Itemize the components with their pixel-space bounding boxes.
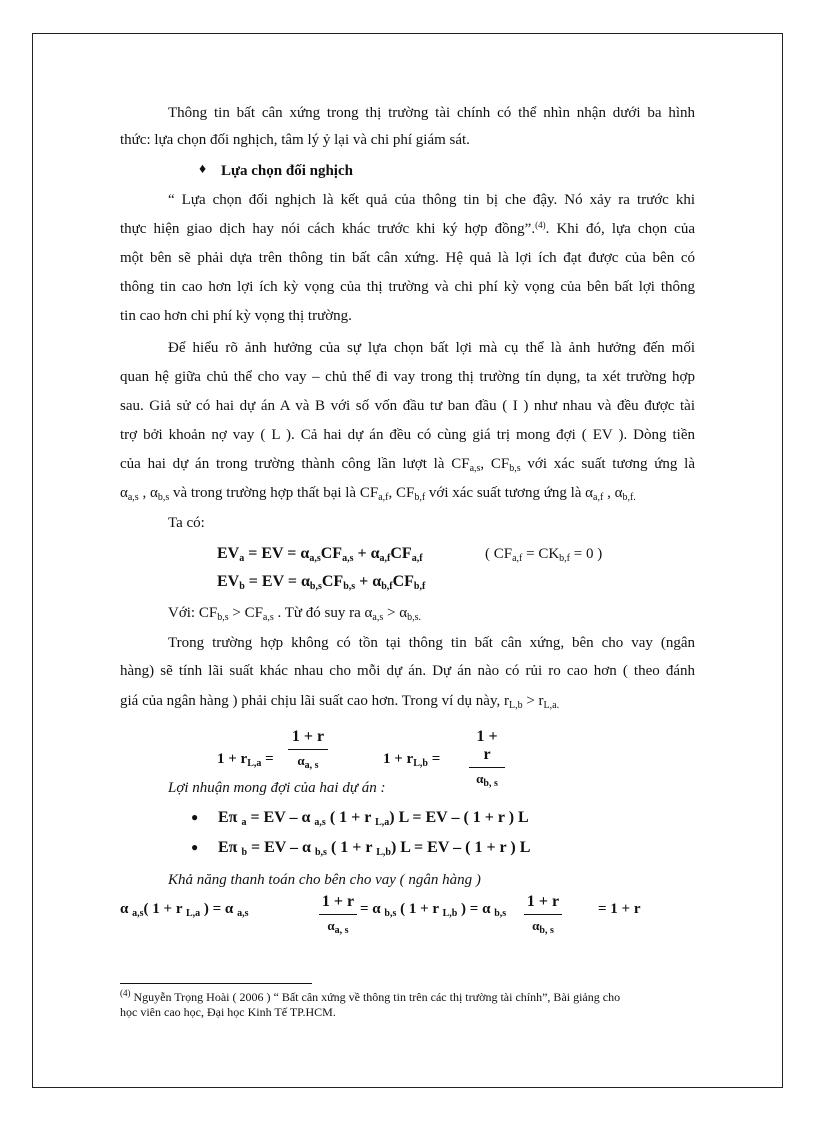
- p1-line-5: tin cao hơn chi phí kỳ vọng thị trường.: [120, 308, 352, 324]
- footnote-line-2: học viên cao học, Đại học Kinh Tế TP.HCM.: [120, 1005, 336, 1019]
- rate-a-lhs: $1 + r_{L,a}$ =: [217, 751, 274, 769]
- payment-fraction-b: [524, 893, 562, 934]
- p2-line-2: quan hệ giữa chủ thể cho vay – chủ thể đi vay trong thị trường tín dụng, ta xét trường hợp: [120, 369, 695, 385]
- p2-line-3: sau. Giả sử có hai dự án A và B với số vốn đầu tư ban đầu ( I ) như nhau và đều được tài: [120, 398, 695, 414]
- footnote-rule: [120, 983, 312, 984]
- profit-title: Lợi nhuận mong đợi của hai dự án :: [168, 780, 386, 796]
- p1-line-4: thông tin cao hơn lợi ích kỳ vọng của thị trường và chi phí kỳ vọng của bên bất lợi thông: [120, 279, 695, 295]
- equation-ev-b: $EV_b$ = EV = $\alpha_{b,s}CF_{b,s} + \alpha_{b,f}CF_{b,f}$: [217, 573, 426, 592]
- footnote-line-1: $^{(4)}$ Nguyễn Trọng Hoài ( 2006 ) “ Bất cân xứng về thông tin trên các thị trường tài chính”, Bài giảng cho: [120, 988, 621, 1004]
- p1-line-1: “ Lựa chọn đối nghịch là kết quả của thông tin bị che đậy. Nó xảy ra trước khi: [168, 192, 695, 208]
- payment-part-1: α $_{a,s}$( 1 + r $_{L,a}$ ) = α $_{a,s}$: [120, 901, 249, 919]
- diamond-bullet-icon: ♦: [199, 162, 207, 177]
- voi-line: Với: $CF_{b,s} > CF_{a,s}$ . Từ đó suy ra $\alpha_{a,s} > \alpha_{b,s.}$: [168, 605, 421, 623]
- profit-b: Eπ $_b$ = EV – α $_{b,s}$ ( 1 + r $_{L,b}$) L = EV – ( 1 + r ) L: [218, 839, 531, 858]
- p1-line-2: thực hiện giao dịch hay nói cách khác trước khi ký hợp đồng”.$^{(4)}$. Khi đó, lựa chọn của: [120, 220, 695, 237]
- section-heading: Lựa chọn đối nghịch: [221, 163, 353, 179]
- p2-line-5: của hai dự án trong trường thành công lần lượt là $CF_{a,s}$, $CF_{b,s}$ với xác suất tương ứng là: [120, 456, 695, 474]
- payment-numerator-a: 1 + r: [319, 893, 357, 915]
- intro-line-1: Thông tin bất cân xứng trong thị trường tài chính có thể nhìn nhận dưới ba hình: [168, 105, 695, 121]
- payment-numerator-b: 1 + r: [524, 893, 562, 915]
- p3-line-1: Trong trường hợp không có tồn tại thông tin bất cân xứng, bên cho vay (ngân: [168, 635, 695, 651]
- rate-b-denominator: $\alpha_{b, s}$: [476, 771, 498, 789]
- rate-a-numerator: 1 + r: [288, 728, 328, 750]
- equation-ev-a-note: ( $CF_{a,f} = CK_{b,f} = 0$ ): [485, 546, 603, 564]
- ta-co-label: Ta có:: [168, 515, 205, 531]
- rate-b-numerator: 1 + r: [469, 728, 505, 768]
- payment-part-3: = 1 + r: [598, 901, 641, 917]
- rate-a-denominator: $\alpha_{a, s}$: [297, 753, 319, 771]
- p1-line-3: một bên sẽ phải dựa trên thông tin bất cân xứng. Hệ quả là lợi ích đạt được của bên có: [120, 250, 695, 266]
- profit-a: Eπ $_a$ = EV – α $_{a,s}$ ( 1 + r $_{L,a}$) L = EV – ( 1 + r ) L: [218, 809, 529, 828]
- payment-fraction-a: [319, 893, 357, 934]
- p2-line-4: trợ bởi khoản nợ vay ( L ). Cả hai dự án đều có cùng giá trị mong đợi ( EV ). Dòng tiền: [120, 427, 695, 443]
- p2-line-6: $\alpha_{a,s}$ , $\alpha_{b,s}$ và trong trường hợp thất bại là $CF_{a,f}$, $CF_{b,f}$ với xác suất tương ứng là $\alpha_{a,f}$ , $\alpha_{b,f.}$: [120, 485, 636, 503]
- rate-a-fraction: [288, 728, 328, 769]
- p2-line-1: Để hiểu rõ ảnh hưởng của sự lựa chọn bất lợi mà cụ thể là ảnh hưởng đến mối: [168, 340, 695, 356]
- intro-line-2: thức: lựa chọn đối nghịch, tâm lý ỷ lại và chi phí giám sát.: [120, 132, 470, 148]
- p3-line-2: hàng) sẽ tính lãi suất khác nhau cho mỗi dự án. Dự án nào có rủi ro cao hơn ( theo đánh: [120, 663, 695, 679]
- bullet-dot-icon: ●: [191, 810, 199, 824]
- payment-denominator-b: $\alpha_{b, s}$: [532, 918, 554, 936]
- rate-b-lhs: $1 + r_{L,b}$ =: [383, 751, 441, 769]
- payment-part-2: = α $_{b,s}$ ( 1 + r $_{L,b}$ ) = α $_{b,s}$: [360, 901, 507, 919]
- equation-ev-a: $EV_a$ = EV = $\alpha_{a,s}CF_{a,s} + \alpha_{a,f}CF_{a,f}$: [217, 545, 423, 564]
- payment-denominator-a: $\alpha_{a, s}$: [327, 918, 349, 936]
- payment-title: Khả năng thanh toán cho bên cho vay ( ngân hàng ): [168, 872, 481, 888]
- p3-line-3: giá của ngân hàng ) phải chịu lãi suất cao hơn. Trong ví dụ này, $r_{L,b} > r_{L,a.}$: [120, 693, 560, 711]
- bullet-dot-icon: ●: [191, 840, 199, 854]
